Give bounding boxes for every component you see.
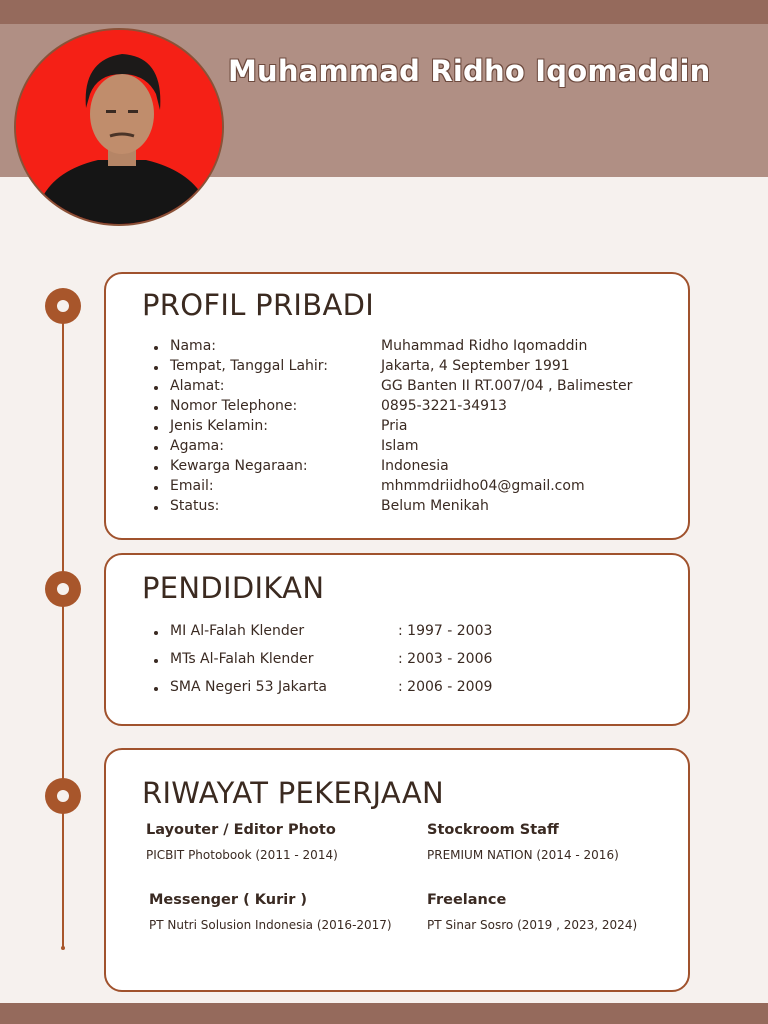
profile-photo — [14, 28, 224, 226]
job-detail: PT Nutri Solusion Indonesia (2016-2017) — [149, 918, 392, 932]
timeline-dot-icon — [45, 571, 81, 607]
profile-title: PROFIL PRIBADI — [142, 288, 375, 322]
bullet-icon — [154, 466, 158, 470]
timeline-end-dot — [61, 946, 65, 950]
timeline-line — [62, 306, 64, 948]
education-card: PENDIDIKAN MI Al-Falah Klender : 1997 - 2003 MTs Al-Falah Klender : 2003 - 2006 SMA Negeri 53 Jakarta : 2006 - 2009 — [104, 553, 690, 726]
work-title: RIWAYAT PEKERJAAN — [142, 776, 444, 810]
bullet-icon — [154, 386, 158, 390]
person-portrait-icon — [16, 30, 224, 226]
bullet-icon — [154, 446, 158, 450]
timeline-dot-icon — [45, 778, 81, 814]
job-item — [427, 822, 619, 862]
bullet-icon — [154, 486, 158, 490]
job-title: Stockroom Staff — [427, 822, 559, 838]
job-detail: PT Sinar Sosro (2019 , 2023, 2024) — [427, 918, 638, 932]
bottom-strip — [0, 1003, 768, 1024]
education-title: PENDIDIKAN — [142, 571, 325, 605]
profile-card: PROFIL PRIBADI Nama: Muhammad Ridho Iqomaddin Tempat, Tanggal Lahir: Jakarta, 4 September 1991 Alamat: GG Banten II RT.007/04 , Balimester Nomor Telephone: 0895-3221-34913 Jenis Kelamin: Pria Agama: Islam Kewarga Negaraan: Indonesia Email: mhmmdriidho04@gmail.com Status: Belum Menikah — [104, 272, 690, 540]
bullet-icon — [154, 426, 158, 430]
job-title: Freelance — [427, 892, 507, 908]
work-card — [104, 748, 690, 992]
bullet-icon — [154, 687, 158, 691]
job-detail: PICBIT Photobook (2011 - 2014) — [146, 848, 338, 862]
bullet-icon — [154, 506, 158, 510]
bullet-icon — [154, 346, 158, 350]
job-title: Messenger ( Kurir ) — [149, 892, 308, 908]
person-name: Muhammad Ridho Iqomaddin — [228, 54, 711, 88]
bullet-icon — [154, 631, 158, 635]
top-strip — [0, 0, 768, 24]
bullet-icon — [154, 366, 158, 370]
bullet-icon — [154, 406, 158, 410]
job-item — [149, 892, 392, 932]
job-title: Layouter / Editor Photo — [146, 822, 336, 838]
timeline-dot-icon — [45, 288, 81, 324]
job-item — [427, 892, 637, 932]
job-item — [146, 822, 338, 862]
bullet-icon — [154, 659, 158, 663]
job-detail: PREMIUM NATION (2014 - 2016) — [427, 848, 619, 862]
